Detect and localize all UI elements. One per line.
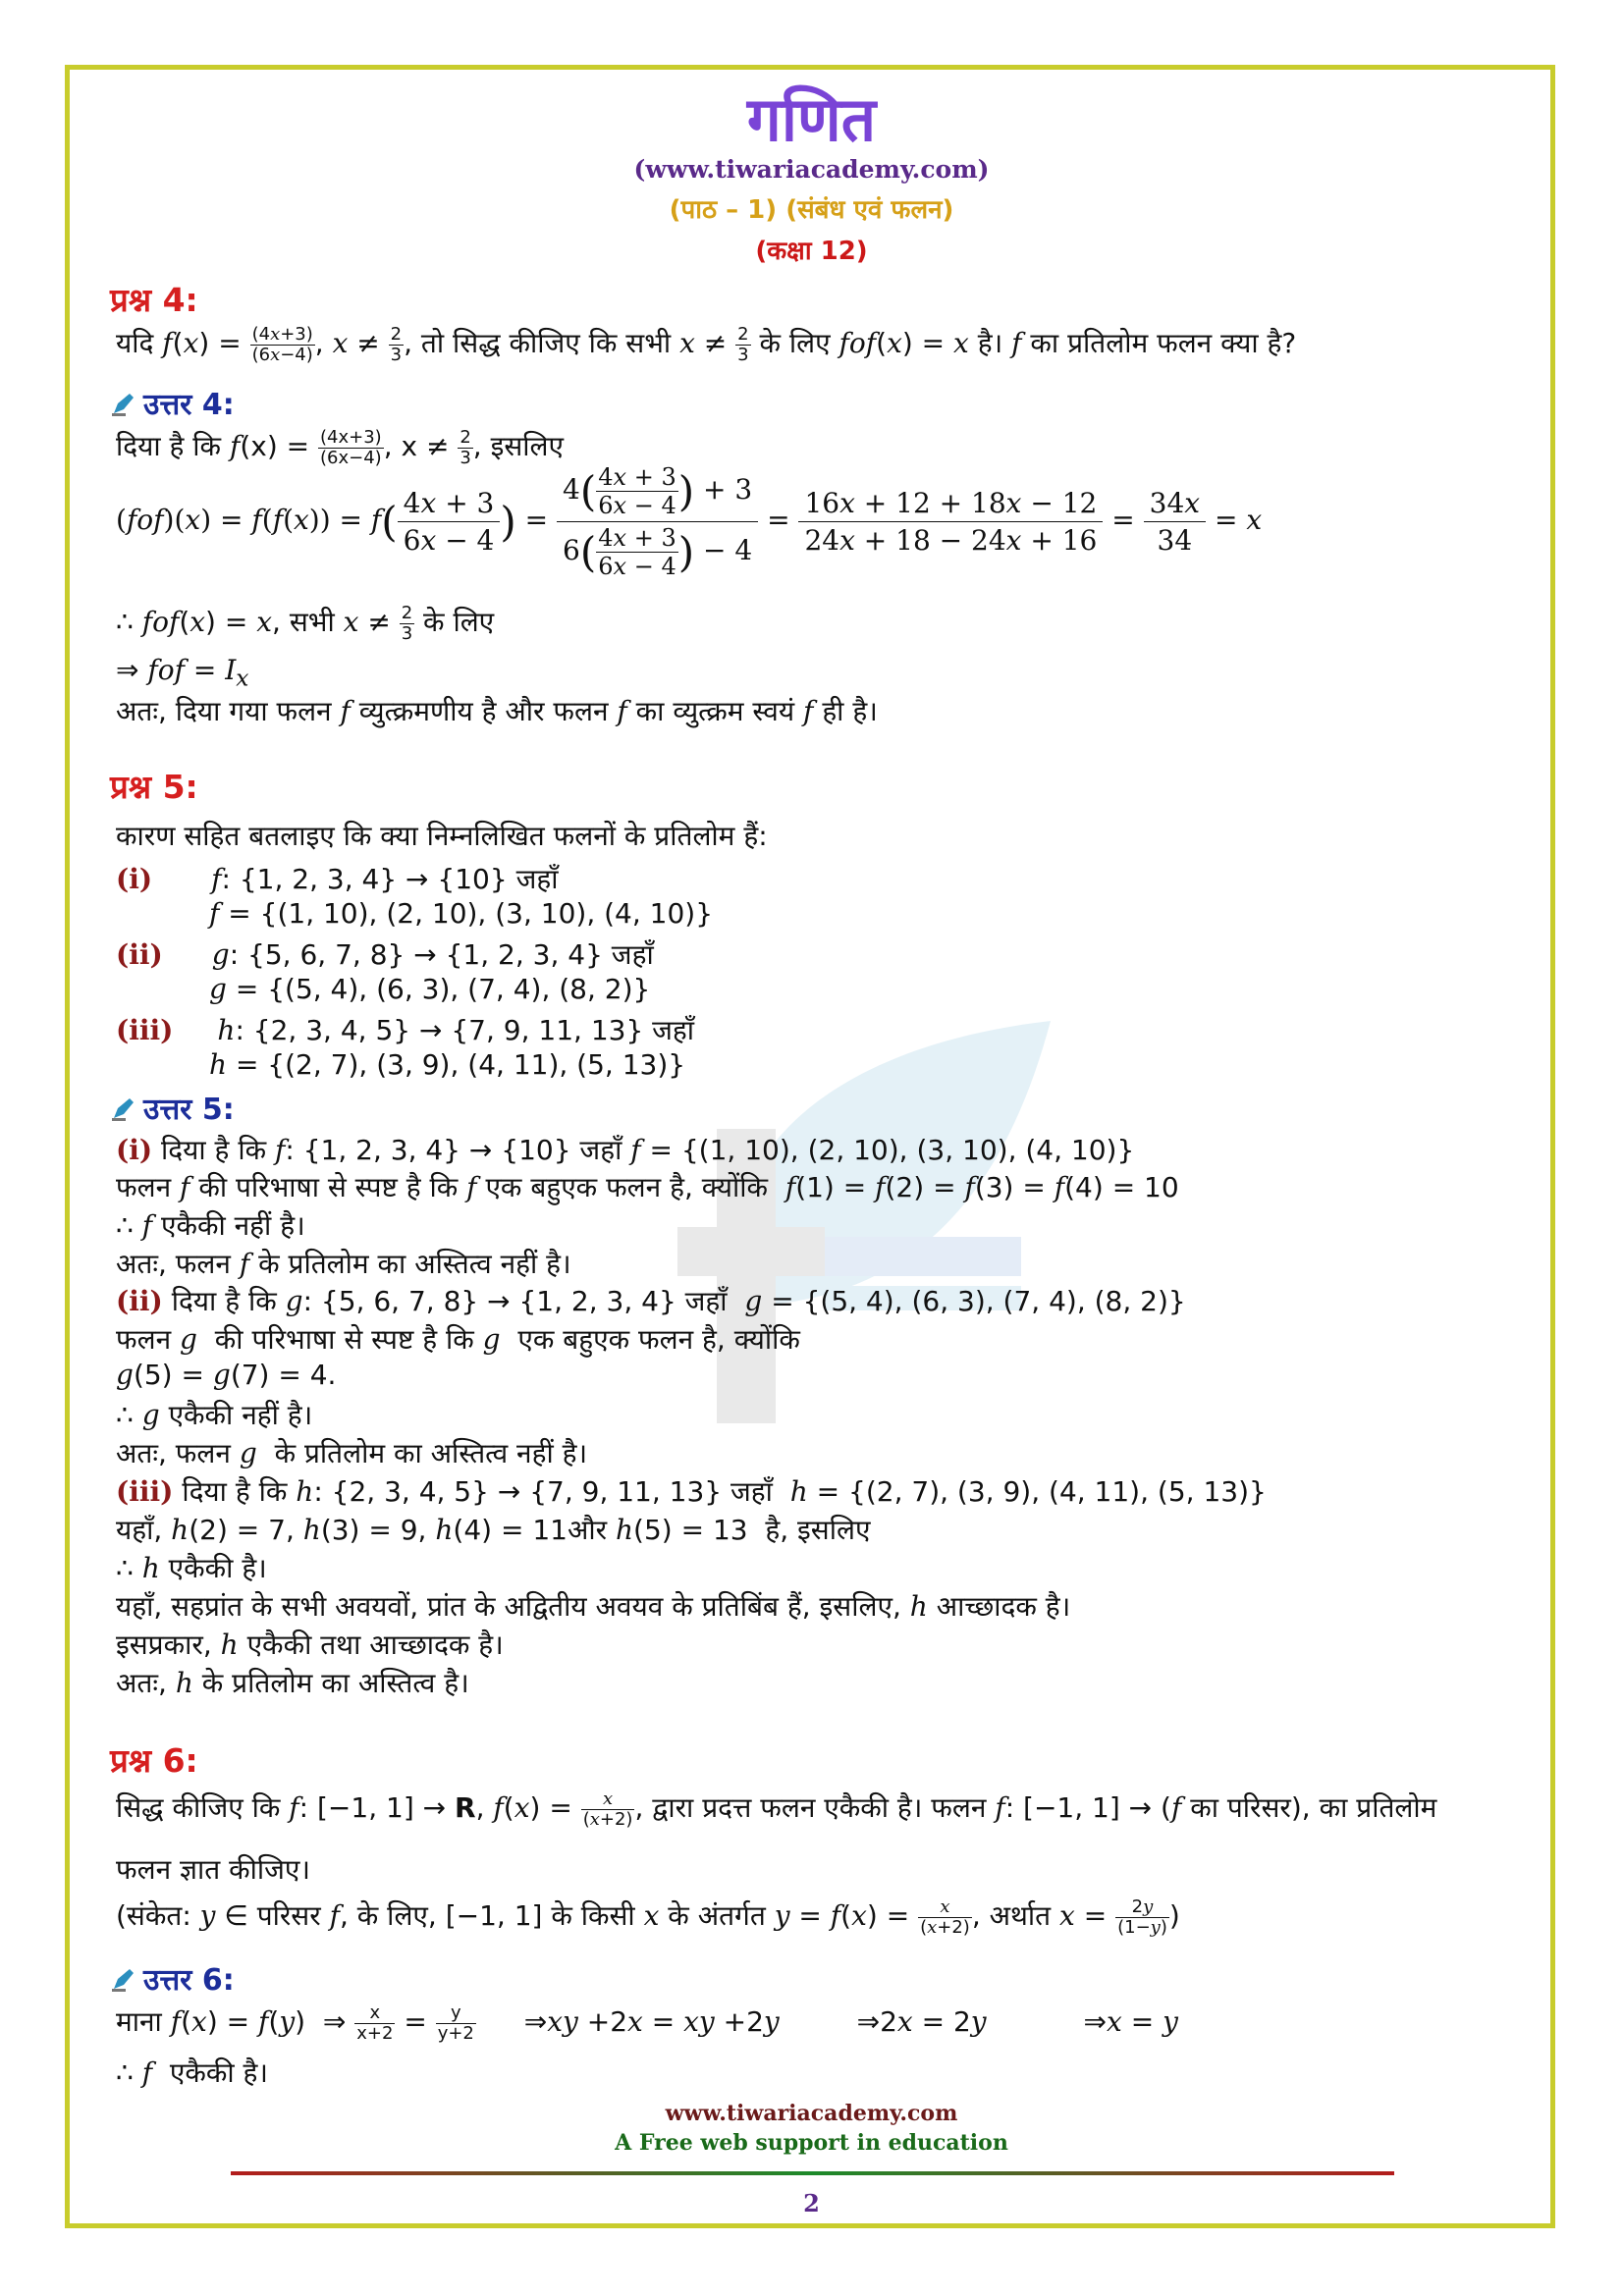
answer-5-i-def: फलन f की परिभाषा से स्पष्ट है कि f एक बहुएक फलन है, क्योंकि f(1) = f(2) = f(3) = f(4) = 10 bbox=[116, 1171, 1179, 1203]
question-6-line-1: सिद्ध कीजिए कि f: [−1, 1] → R, f(x) = $\frac{x}{(x+2)}$ , द्वारा प्रदत्त फलन एकैकी है। फलन f: [−1, 1] → (f का परिसर), का प्रतिलोम bbox=[116, 1788, 1437, 1830]
answer-5-ii-reason: g(5) = g(7) = 4. bbox=[116, 1359, 337, 1391]
answer-6-line-1: माना f(x) = f(y) ⇒ $\frac{x}{x+2}$ = $\frac{y}{y+2}$ ⇒xy +2x = xy +2y ⇒2x = 2y ⇒x = y bbox=[116, 2002, 1178, 2044]
question-5-label: प्रश्न 5: bbox=[110, 768, 198, 806]
answer-5-ii-def: फलन g की परिभाषा से स्पष्ट है कि g एक बहुएक फलन है, क्योंकि bbox=[116, 1323, 800, 1356]
footer-tagline: A Free web support in education bbox=[615, 2130, 1008, 2156]
header-chapter: (पाठ – 1) (संबंध एवं फलन) bbox=[669, 195, 954, 225]
question-6-label: प्रश्न 6: bbox=[110, 1741, 198, 1780]
answer-5-iii-given: (iii) दिया है कि h: {2, 3, 4, 5} → {7, 9, 11, 13} जहाँ h = {(2, 7), (3, 9), (4, 11), (5, 13)} bbox=[116, 1475, 1267, 1508]
answer-6-label: उत्तर 6: bbox=[110, 1958, 235, 1999]
footer-url: www.tiwariacademy.com bbox=[665, 2101, 958, 2126]
answer-5-ii-given: (ii) दिया है कि g: {5, 6, 7, 8} → {1, 2, 3, 4} जहाँ g = {(5, 4), (6, 3), (7, 4), (8, 2)} bbox=[116, 1285, 1186, 1317]
answer-6-line-2: ∴ f एकैकी है। bbox=[116, 2056, 269, 2089]
page-title: गणित bbox=[746, 83, 877, 155]
question-6-line-2: फलन ज्ञात कीजिए। bbox=[116, 1853, 310, 1886]
question-5-part-ii: (ii) g: {5, 6, 7, 8} → {1, 2, 3, 4} जहाँ bbox=[116, 938, 654, 971]
answer-4-line-1: दिया है कि f(x) = $\frac{(4x+3)}{(6x-4)}$ , x ≠ $\frac{2}{3}$ , इसलिए bbox=[116, 426, 564, 468]
answer-4-line-3: ∴ fof(x) = x, सभी x ≠ $\frac{2}{3}$ के लिए bbox=[116, 602, 495, 644]
footer-divider bbox=[231, 2171, 1394, 2175]
answer-4-line-5: अतः, दिया गया फलन f व्युत्क्रमणीय है और फलन f का व्युत्क्रम स्वयं f ही है। bbox=[116, 695, 878, 727]
answer-5-iii-onto: यहाँ, सहप्रांत के सभी अवयवों, प्रांत के अद्वितीय अवयव के प्रतिबिंब हैं, इसलिए, h आच्छादक है। bbox=[116, 1590, 1071, 1623]
answer-5-iii-values: यहाँ, h(2) = 7, h(3) = 9, h(4) = 11और h(5) = 13 है, इसलिए bbox=[116, 1514, 871, 1546]
answer-5-iii-inverse: अतः, h के प्रतिलोम का अस्तित्व है। bbox=[116, 1667, 469, 1699]
question-5-part-i: (i) f: {1, 2, 3, 4} → {10} जहाँ bbox=[116, 863, 559, 895]
answer-5-iii-bijective: इसप्रकार, h एकैकी तथा आच्छादक है। bbox=[116, 1629, 504, 1661]
question-4-label: प्रश्न 4: bbox=[110, 281, 198, 319]
question-5-part-iii-def: h = {(2, 7), (3, 9), (4, 11), (5, 13)} bbox=[209, 1048, 686, 1081]
header-class: (कक्षा 12) bbox=[755, 237, 868, 266]
answer-5-ii-no-inverse: अतः, फलन g के प्रतिलोम का अस्तित्व नहीं है। bbox=[116, 1437, 588, 1469]
question-6-hint: (संकेत: y ∈ परिसर f, के लिए, [−1, 1] के किसी x के अंतर्गत y = f(x) = $\frac{x}{(x+2)}$ , अर्थात x = $\frac{2y}{(1-y)}$ ) bbox=[116, 1896, 1180, 1938]
pen-icon bbox=[110, 392, 135, 417]
answer-4-line-4: ⇒ fof = $I_x$ bbox=[116, 654, 249, 692]
question-5-part-iii: (iii) h: {2, 3, 4, 5} → {7, 9, 11, 13} जहाँ bbox=[116, 1014, 695, 1046]
answer-4-label: उत्तर 4: bbox=[110, 383, 235, 423]
answer-5-ii-not-one: ∴ g एकैकी नहीं है। bbox=[116, 1399, 313, 1431]
question-5-part-i-def: f = {(1, 10), (2, 10), (3, 10), (4, 10)} bbox=[209, 897, 714, 930]
pen-icon bbox=[110, 1096, 135, 1122]
answer-5-label: उत्तर 5: bbox=[110, 1088, 235, 1128]
header-site: (www.tiwariacademy.com) bbox=[633, 155, 990, 184]
question-4-text: यदि f(x) = $\frac{(4x+3)}{(6x-4)}$ , x ≠ $\frac{2}{3}$ , तो सिद्ध कीजिए कि सभी x ≠ $\frac{2}{3}$ के लिए fof(x) = x है। f का प्रतिलोम फलन क्या है? bbox=[116, 323, 1297, 365]
answer-5-i-given: (i) दिया है कि f: {1, 2, 3, 4} → {10} जहाँ f = {(1, 10), (2, 10), (3, 10), (4, 10)} bbox=[116, 1134, 1135, 1166]
question-5-intro: कारण सहित बतलाइए कि क्या निम्नलिखित फलनों के प्रतिलोम हैं: bbox=[116, 820, 768, 852]
answer-5-i-not-one: ∴ f एकैकी नहीं है। bbox=[116, 1209, 305, 1242]
pen-icon bbox=[110, 1967, 135, 1993]
answer-4-equation: (fof)(x) = f(f(x)) = f( $\frac{4x + 3}{6x - 4}$ ) = 4( $\frac{4x + 3}{6x - 4}$ ) + 3 6( $\frac{4x + 3}{6x - 4}$ ) − 4 = $\frac{16x + 12 + 18x - 12}{24x + 18 - 24x + 16}$ = $\frac{34x}{34}$ = x bbox=[116, 463, 1263, 580]
answer-5-i-no-inverse: अतः, फलन f के प्रतिलोम का अस्तित्व नहीं है। bbox=[116, 1248, 571, 1280]
tiwari-academy-watermark-logo bbox=[638, 1011, 1060, 1423]
question-5-part-ii-def: g = {(5, 4), (6, 3), (7, 4), (8, 2)} bbox=[209, 973, 651, 1005]
page-number: 2 bbox=[803, 2189, 820, 2217]
answer-5-iii-one-one: ∴ h एकैकी है। bbox=[116, 1552, 267, 1584]
